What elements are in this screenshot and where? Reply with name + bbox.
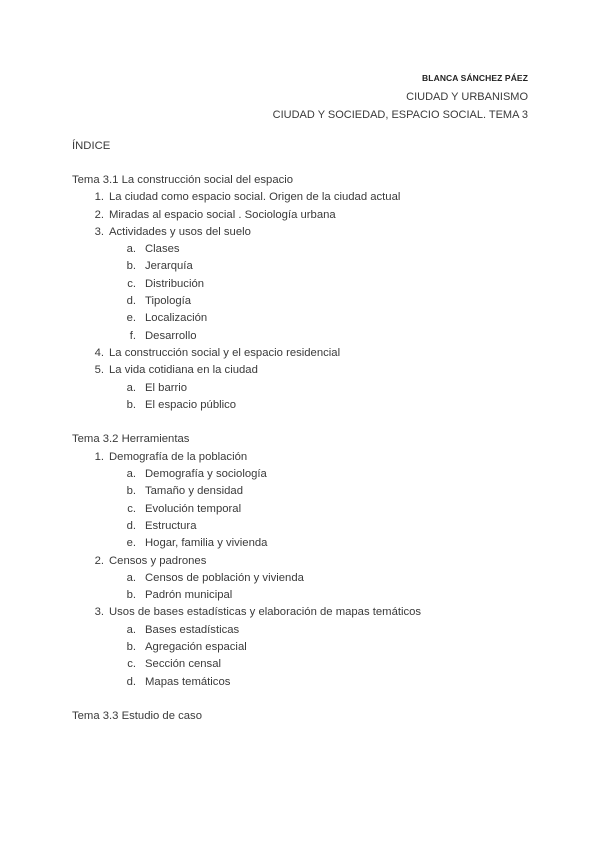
sublist-item-letter: c.: [127, 502, 136, 515]
sublist-item-text: Hogar, familia y vivienda: [145, 537, 268, 550]
document-header: [273, 72, 528, 124]
sublist-item: [72, 380, 532, 397]
list-item: [72, 604, 532, 621]
section-title: Tema 3.3 Estudio de caso: [72, 710, 202, 723]
sublist-item-text: Censos de población y vivienda: [145, 571, 304, 584]
sublist-item: [72, 674, 532, 691]
sublist-item: [72, 258, 532, 275]
sublist-item-text: El barrio: [145, 381, 188, 394]
sublist-item-text: Distribución: [145, 277, 205, 290]
sublist-item-text: Localización: [145, 312, 208, 325]
list-item-number: 2.: [94, 554, 104, 567]
list-item-number: 1.: [94, 450, 104, 463]
sublist-item-letter: c.: [127, 277, 136, 290]
sublist-item-text: Jerarquía: [145, 260, 193, 273]
section-spacer: [72, 414, 532, 431]
section-title: Tema 3.1 La construcción social del espacio: [72, 174, 294, 186]
list-item: [72, 345, 532, 362]
sublist-item: [72, 535, 532, 552]
sublist-item: [72, 570, 532, 587]
sublist-item: [72, 518, 532, 535]
sublist-item: [72, 483, 532, 500]
list-item: [72, 553, 532, 570]
sublist-item: [72, 501, 532, 518]
sublist-item-letter: b.: [126, 398, 136, 411]
list-item-text: La vida cotidiana en la ciudad: [109, 364, 258, 377]
sublist-item-text: Evolución temporal: [145, 502, 242, 515]
sublist-item-text: Clases: [145, 243, 180, 256]
sublist-item: [72, 466, 532, 483]
list-item-number: 3.: [94, 225, 104, 238]
list-item: [72, 449, 532, 466]
sublist-item-letter: a.: [126, 243, 136, 256]
list-item-number: 4.: [94, 346, 104, 359]
sublist-item-letter: a.: [126, 623, 136, 636]
sublist-item-letter: d.: [126, 675, 136, 688]
list-item-text: La construcción social y el espacio residencial: [109, 346, 341, 359]
sublist-item-text: Estructura: [145, 519, 197, 532]
sublist-item-letter: a.: [126, 571, 136, 584]
list-item-number: 3.: [94, 606, 104, 619]
sublist-item-letter: a.: [126, 381, 136, 394]
list-item-number: 1.: [94, 191, 104, 204]
sublist-item: [72, 241, 532, 258]
sublist-item: [72, 328, 532, 345]
section-spacer: [72, 691, 532, 708]
sublist-item-letter: b.: [126, 641, 136, 654]
toc-list: [72, 172, 532, 726]
sublist-item: [72, 310, 532, 327]
sublist-item: [72, 587, 532, 604]
list-item-text: La ciudad como espacio social. Origen de la ciudad actual: [109, 191, 401, 204]
sublist-item-letter: e.: [126, 312, 136, 325]
sublist-item-text: Demografía y sociología: [145, 468, 267, 481]
sublist-item-text: Bases estadísticas: [145, 623, 240, 636]
sublist-item: [72, 656, 532, 673]
sublist-item: [72, 397, 532, 414]
list-item-text: Usos de bases estadísticas y elaboración de mapas temáticos: [109, 606, 422, 619]
list-item-text: Actividades y usos del suelo: [109, 225, 251, 238]
sublist-item-letter: a.: [126, 468, 136, 481]
section-title: Tema 3.2 Herramientas: [72, 433, 190, 446]
sublist-item-text: Desarrollo: [145, 329, 197, 342]
author-name: BLANCA SÁNCHEZ PÁEZ: [422, 73, 528, 83]
list-item: [72, 362, 532, 379]
course-title: CIUDAD Y URBANISMO: [406, 91, 528, 103]
sublist-item: [72, 639, 532, 656]
sublist-item-letter: b.: [126, 589, 136, 602]
list-item-text: Miradas al espacio social . Sociología urbana: [109, 208, 336, 221]
sublist-item-letter: f.: [129, 329, 136, 342]
sublist-item-letter: e.: [126, 537, 136, 550]
list-item-text: Demografía de la población: [109, 450, 248, 463]
list-item-text: Censos y padrones: [109, 554, 207, 567]
list-item: [72, 224, 532, 241]
sublist-item-text: El espacio público: [145, 398, 237, 411]
sublist-item-text: Tipología: [145, 295, 192, 308]
sublist-item-text: Mapas temáticos: [145, 675, 231, 688]
list-item-number: 5.: [94, 364, 104, 377]
sublist-item: [72, 293, 532, 310]
sublist-item-letter: d.: [126, 519, 136, 532]
sublist-item-letter: d.: [126, 295, 136, 308]
list-item-number: 2.: [94, 208, 104, 221]
list-item: [72, 189, 532, 206]
index-title: ÍNDICE: [72, 140, 111, 152]
sublist-item-text: Tamaño y densidad: [145, 485, 243, 498]
sublist-item: [72, 276, 532, 293]
sublist-item-letter: c.: [127, 658, 136, 671]
sublist-item-letter: b.: [126, 260, 136, 273]
sublist-item-text: Sección censal: [145, 658, 221, 671]
sublist-item-text: Padrón municipal: [145, 589, 233, 602]
table-of-contents: [72, 137, 532, 726]
document-subtitle: CIUDAD Y SOCIEDAD, ESPACIO SOCIAL. TEMA 3: [272, 109, 528, 121]
sublist-item-text: Agregación espacial: [145, 641, 247, 654]
sublist-item: [72, 622, 532, 639]
list-item: [72, 207, 532, 224]
sublist-item-letter: b.: [126, 485, 136, 498]
